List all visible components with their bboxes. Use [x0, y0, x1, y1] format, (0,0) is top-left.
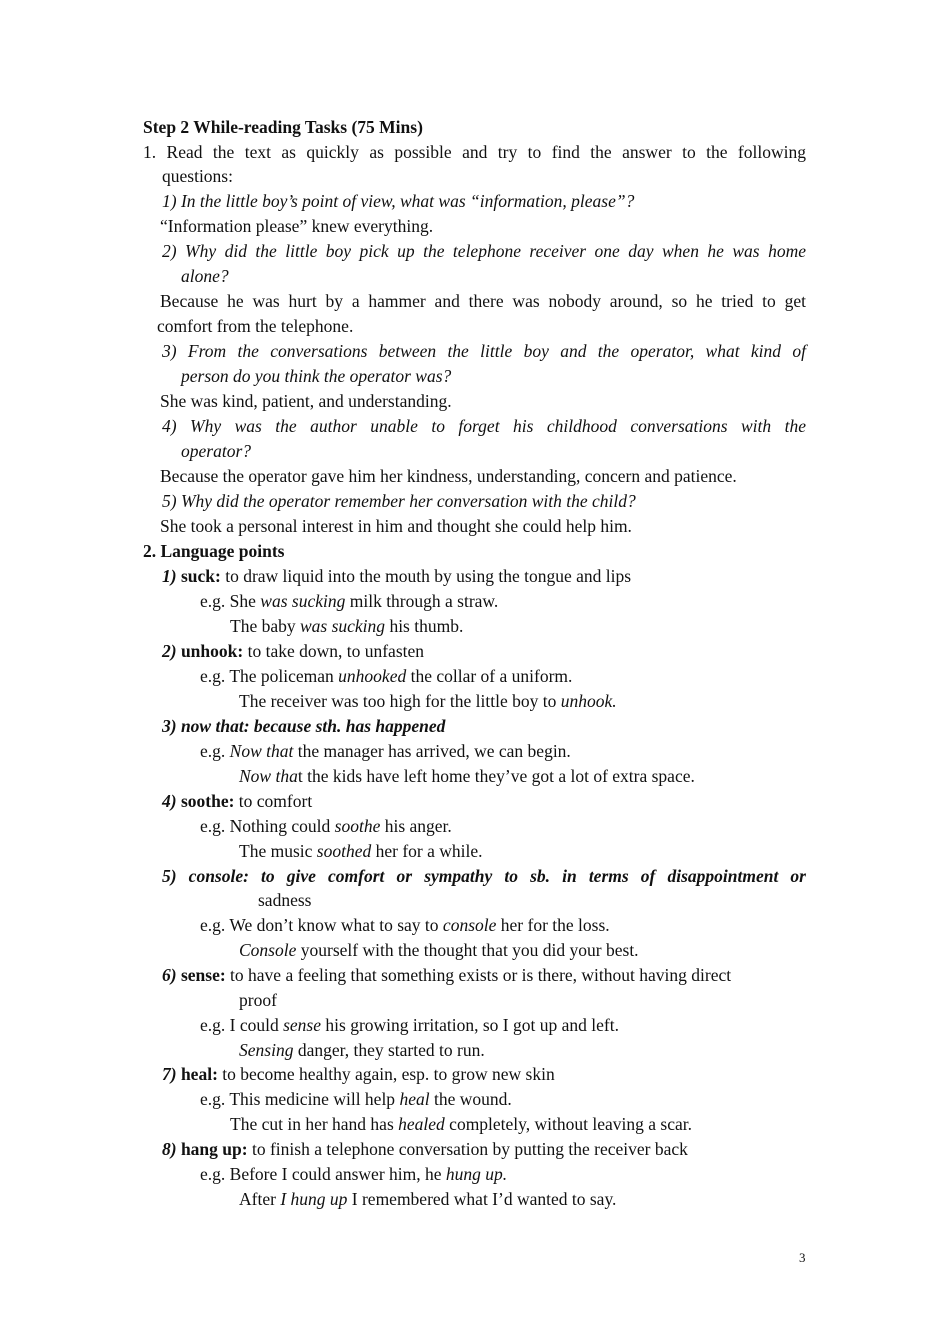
example-italic: unhook.	[560, 691, 617, 711]
point-word: heal:	[180, 1064, 218, 1084]
example-line	[200, 739, 571, 763]
example-text: After	[239, 1189, 281, 1209]
point-soothe	[162, 789, 312, 813]
example-line	[239, 839, 483, 863]
example-text: e.g.	[200, 741, 230, 761]
point-now-that: 3) now that: because sth. has happened	[162, 716, 446, 736]
example-text: milk through a straw.	[345, 591, 499, 611]
example-line	[200, 1013, 619, 1037]
point-hang-up	[162, 1137, 688, 1161]
example-italic: I hung up	[280, 1189, 348, 1209]
question-3: 3) From the conversations between the little boy and the operator, what kind of	[162, 341, 806, 361]
example-line	[200, 1162, 507, 1186]
example-italic: unhooked	[338, 666, 407, 686]
point-word: suck:	[180, 566, 221, 586]
answer-2-cont: comfort from the telephone.	[157, 316, 354, 336]
example-italic: soothed	[316, 841, 372, 861]
example-text: e.g. Before I could answer him, he	[200, 1164, 446, 1184]
point-word: soothe:	[180, 791, 235, 811]
example-text: his growing irritation, so I got up and left.	[321, 1015, 619, 1035]
question-3-cont: person do you think the operator was?	[181, 366, 452, 386]
example-text: yourself with the thought that you did your best.	[296, 940, 639, 960]
example-line	[239, 689, 617, 713]
point-sense-cont: proof	[239, 990, 277, 1010]
example-text: completely, without leaving a scar.	[444, 1114, 692, 1134]
question-2-cont: alone?	[181, 266, 229, 286]
example-line	[200, 589, 498, 613]
point-sense	[162, 963, 731, 987]
point-definition: to draw liquid into the mouth by using the tongue and lips	[220, 566, 632, 586]
question-1: 1) In the little boy’s point of view, what was “information, please”?	[162, 191, 635, 211]
example-text: e.g. I could	[200, 1015, 284, 1035]
example-text: her for a while.	[371, 841, 483, 861]
example-italic: Now that	[229, 741, 294, 761]
example-italic: was sucking	[260, 591, 346, 611]
example-text: t the kids have left home they’ve got a lot of extra space.	[297, 766, 695, 786]
point-number: 8)	[162, 1139, 177, 1159]
point-word: unhook:	[180, 641, 244, 661]
question-4: 4) Why was the author unable to forget his childhood conversations with the	[162, 416, 806, 436]
answer-3: She was kind, patient, and understanding.	[160, 391, 452, 411]
point-definition: to comfort	[234, 791, 313, 811]
example-italic: Console	[239, 940, 297, 960]
example-text: e.g. She	[200, 591, 261, 611]
example-text: the collar of a uniform.	[406, 666, 573, 686]
task1-intro-cont: questions:	[162, 166, 233, 186]
example-text: e.g. Nothing could	[200, 816, 335, 836]
example-line	[200, 1087, 512, 1111]
point-number: 4)	[162, 791, 177, 811]
point-definition: to become healthy again, esp. to grow new skin	[217, 1064, 555, 1084]
example-italic: Sensing	[239, 1040, 294, 1060]
example-text: e.g. The policeman	[200, 666, 339, 686]
example-text: The receiver was too high for the little boy to	[239, 691, 561, 711]
language-points-heading: 2. Language points	[143, 541, 285, 561]
point-definition: to take down, to unfasten	[243, 641, 425, 661]
example-text: The cut in her hand has	[230, 1114, 399, 1134]
example-line	[239, 1187, 616, 1211]
answer-1: “Information please” knew everything.	[160, 216, 434, 236]
example-text: The music	[239, 841, 317, 861]
example-italic: Now tha	[239, 766, 298, 786]
task1-intro: 1. Read the text as quickly as possible and try to find the answer to the following	[143, 142, 806, 162]
point-word: sense:	[180, 965, 226, 985]
example-text: e.g. We don’t know what to say to	[200, 915, 443, 935]
example-italic: sense	[283, 1015, 322, 1035]
question-5: 5) Why did the operator remember her conversation with the child?	[162, 491, 636, 511]
point-definition: to finish a telephone conversation by putting the receiver back	[247, 1139, 688, 1159]
example-italic: heal	[399, 1089, 430, 1109]
answer-5: She took a personal interest in him and thought she could help him.	[160, 516, 632, 536]
example-line	[239, 938, 639, 962]
point-definition: to have a feeling that something exists or is there, without having direct	[225, 965, 732, 985]
answer-2: Because he was hurt by a hammer and there was nobody around, so he tried to get	[160, 291, 806, 311]
point-number: 7)	[162, 1064, 177, 1084]
example-italic: console	[442, 915, 497, 935]
point-suck	[162, 564, 631, 588]
example-line	[200, 913, 610, 937]
point-unhook	[162, 639, 424, 663]
question-4-cont: operator?	[181, 441, 251, 461]
point-heal	[162, 1062, 555, 1086]
point-number: 6)	[162, 965, 177, 985]
example-italic: healed	[398, 1114, 445, 1134]
example-italic: was sucking	[299, 616, 386, 636]
step-heading: Step 2 While-reading Tasks (75 Mins)	[143, 117, 423, 137]
example-line	[200, 664, 572, 688]
example-italic: hung up.	[445, 1164, 508, 1184]
example-text: her for the loss.	[496, 915, 610, 935]
example-line	[230, 614, 463, 638]
example-text: The baby	[230, 616, 300, 636]
point-word: hang up:	[180, 1139, 248, 1159]
example-italic: soothe	[334, 816, 381, 836]
example-line	[239, 764, 695, 788]
example-text: e.g. This medicine will help	[200, 1089, 400, 1109]
example-line	[239, 1038, 485, 1062]
page-number: 3	[799, 1250, 806, 1265]
point-number: 2)	[162, 641, 177, 661]
point-console: 5) console: to give comfort or sympathy to sb. in terms of disappointment or	[162, 866, 806, 886]
example-text: the manager has arrived, we can begin.	[293, 741, 571, 761]
point-console-cont: sadness	[258, 890, 312, 910]
question-2: 2) Why did the little boy pick up the telephone receiver one day when he was home	[162, 241, 806, 261]
example-text: the wound.	[429, 1089, 512, 1109]
point-number: 1)	[162, 566, 177, 586]
example-line	[230, 1112, 692, 1136]
example-text: danger, they started to run.	[293, 1040, 485, 1060]
example-text: I remembered what I’d wanted to say.	[347, 1189, 617, 1209]
answer-4: Because the operator gave him her kindness, understanding, concern and patience.	[160, 466, 737, 486]
example-text: his thumb.	[385, 616, 464, 636]
example-line	[200, 814, 452, 838]
example-text: his anger.	[380, 816, 452, 836]
